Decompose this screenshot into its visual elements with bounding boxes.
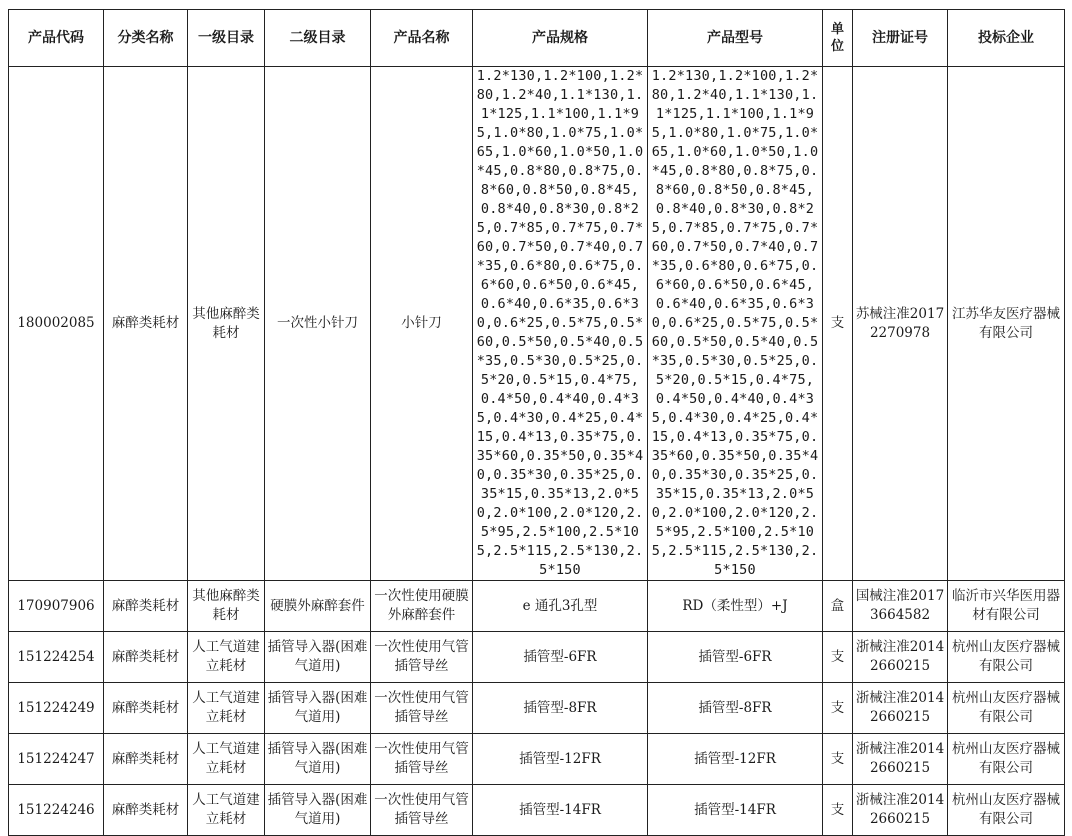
cell-registration: 浙械注准20142660215 xyxy=(853,632,948,683)
cell-code: 151224246 xyxy=(9,785,104,836)
header-unit: 单位 xyxy=(823,10,853,67)
cell-registration: 浙械注准20142660215 xyxy=(853,683,948,734)
cell-company: 杭州山友医疗器械有限公司 xyxy=(948,632,1065,683)
cell-registration: 苏械注准20172270978 xyxy=(853,67,948,581)
cell-company: 江苏华友医疗器械有限公司 xyxy=(948,67,1065,581)
cell-level2: 插管导入器(困难气道用) xyxy=(265,785,371,836)
cell-spec: e 通孔3孔型 xyxy=(473,581,648,632)
cell-level2: 插管导入器(困难气道用) xyxy=(265,734,371,785)
cell-registration: 浙械注准20142660215 xyxy=(853,785,948,836)
cell-code: 170907906 xyxy=(9,581,104,632)
cell-category: 麻醉类耗材 xyxy=(104,67,188,581)
cell-unit: 支 xyxy=(823,734,853,785)
header-product-name: 产品名称 xyxy=(371,10,473,67)
cell-registration: 浙械注准20142660215 xyxy=(853,734,948,785)
cell-company: 临沂市兴华医用器材有限公司 xyxy=(948,581,1065,632)
cell-level1: 其他麻醉类耗材 xyxy=(188,67,265,581)
cell-unit: 支 xyxy=(823,785,853,836)
cell-spec: 插管型-14FR xyxy=(473,785,648,836)
cell-code: 151224249 xyxy=(9,683,104,734)
cell-model: RD（柔性型）+J xyxy=(648,581,823,632)
cell-model: 1.2*130,1.2*100,1.2*80,1.2*40,1.1*130,1.1*125,1.1*100,1.1*95,1.0*80,1.0*75,1.0*65,1.0*60,1.0*50,1.0*45,0.8*80,0.8*75,0.8*60,0.8*50,0.8*45,0.8*40,0.8*30,0.8*25,0.7*85,0.7*75,0.7*60,0.7*50,0.7*40,0.7*35,0.6*80,0.6*75,0.6*60,0.6*50,0.6*45,0.6*40,0.6*35,0.6*30,0.6*25,0.5*75,0.5*60,0.5*50,0.5*40,0.5*35,0.5*30,0.5*25,0.5*20,0.5*15,0.4*75,0.4*50,0.4*40,0.4*35,0.4*30,0.4*25,0.4*15,0.4*13,0.35*75,0.35*60,0.35*50,0.35*40,0.35*30,0.35*25,0.35*15,0.35*13,2.0*50,2.0*100,2.0*120,2.5*95,2.5*100,2.5*105,2.5*115,2.5*130,2.5*150 xyxy=(648,67,823,581)
cell-code: 180002085 xyxy=(9,67,104,581)
cell-company: 杭州山友医疗器械有限公司 xyxy=(948,683,1065,734)
cell-unit: 盒 xyxy=(823,581,853,632)
cell-spec: 1.2*130,1.2*100,1.2*80,1.2*40,1.1*130,1.1*125,1.1*100,1.1*95,1.0*80,1.0*75,1.0*65,1.0*60,1.0*50,1.0*45,0.8*80,0.8*75,0.8*60,0.8*50,0.8*45,0.8*40,0.8*30,0.8*25,0.7*85,0.7*75,0.7*60,0.7*50,0.7*40,0.7*35,0.6*80,0.6*75,0.6*60,0.6*50,0.6*45,0.6*40,0.6*35,0.6*30,0.6*25,0.5*75,0.5*60,0.5*50,0.5*40,0.5*35,0.5*30,0.5*25,0.5*20,0.5*15,0.4*75,0.4*50,0.4*40,0.4*35,0.4*30,0.4*25,0.4*15,0.4*13,0.35*75,0.35*60,0.35*50,0.35*40,0.35*30,0.35*25,0.35*15,0.35*13,2.0*50,2.0*100,2.0*120,2.5*95,2.5*100,2.5*105,2.5*115,2.5*130,2.5*150 xyxy=(473,67,648,581)
cell-company: 杭州山友医疗器械有限公司 xyxy=(948,734,1065,785)
header-spec: 产品规格 xyxy=(473,10,648,67)
cell-model: 插管型-8FR xyxy=(648,683,823,734)
header-model: 产品型号 xyxy=(648,10,823,67)
cell-level1: 人工气道建立耗材 xyxy=(188,734,265,785)
table-row xyxy=(9,734,1065,785)
cell-code: 151224247 xyxy=(9,734,104,785)
cell-level2: 硬膜外麻醉套件 xyxy=(265,581,371,632)
cell-category: 麻醉类耗材 xyxy=(104,683,188,734)
cell-code: 151224254 xyxy=(9,632,104,683)
header-row xyxy=(9,10,1065,67)
cell-model: 插管型-12FR xyxy=(648,734,823,785)
cell-unit: 支 xyxy=(823,632,853,683)
cell-level2: 插管导入器(困难气道用) xyxy=(265,683,371,734)
cell-spec: 插管型-12FR xyxy=(473,734,648,785)
cell-level1: 人工气道建立耗材 xyxy=(188,785,265,836)
cell-level2: 一次性小针刀 xyxy=(265,67,371,581)
cell-name: 小针刀 xyxy=(371,67,473,581)
cell-spec: 插管型-8FR xyxy=(473,683,648,734)
cell-company: 杭州山友医疗器械有限公司 xyxy=(948,785,1065,836)
cell-level1: 人工气道建立耗材 xyxy=(188,683,265,734)
cell-level2: 插管导入器(困难气道用) xyxy=(265,632,371,683)
cell-name: 一次性使用气管插管导丝 xyxy=(371,734,473,785)
product-table xyxy=(8,9,1065,836)
cell-model: 插管型-6FR xyxy=(648,632,823,683)
cell-name: 一次性使用气管插管导丝 xyxy=(371,632,473,683)
header-level1: 一级目录 xyxy=(188,10,265,67)
cell-category: 麻醉类耗材 xyxy=(104,785,188,836)
cell-name: 一次性使用硬膜外麻醉套件 xyxy=(371,581,473,632)
cell-category: 麻醉类耗材 xyxy=(104,734,188,785)
table-row xyxy=(9,67,1065,581)
cell-model: 插管型-14FR xyxy=(648,785,823,836)
cell-level1: 其他麻醉类耗材 xyxy=(188,581,265,632)
cell-spec: 插管型-6FR xyxy=(473,632,648,683)
cell-category: 麻醉类耗材 xyxy=(104,581,188,632)
cell-category: 麻醉类耗材 xyxy=(104,632,188,683)
cell-registration: 国械注准20173664582 xyxy=(853,581,948,632)
header-company: 投标企业 xyxy=(948,10,1065,67)
header-registration: 注册证号 xyxy=(853,10,948,67)
table-row xyxy=(9,632,1065,683)
cell-unit: 支 xyxy=(823,67,853,581)
table-row xyxy=(9,785,1065,836)
table-row xyxy=(9,581,1065,632)
header-product-code: 产品代码 xyxy=(9,10,104,67)
cell-level1: 人工气道建立耗材 xyxy=(188,632,265,683)
cell-name: 一次性使用气管插管导丝 xyxy=(371,683,473,734)
table-row xyxy=(9,683,1065,734)
cell-name: 一次性使用气管插管导丝 xyxy=(371,785,473,836)
header-level2: 二级目录 xyxy=(265,10,371,67)
cell-unit: 支 xyxy=(823,683,853,734)
header-category: 分类名称 xyxy=(104,10,188,67)
